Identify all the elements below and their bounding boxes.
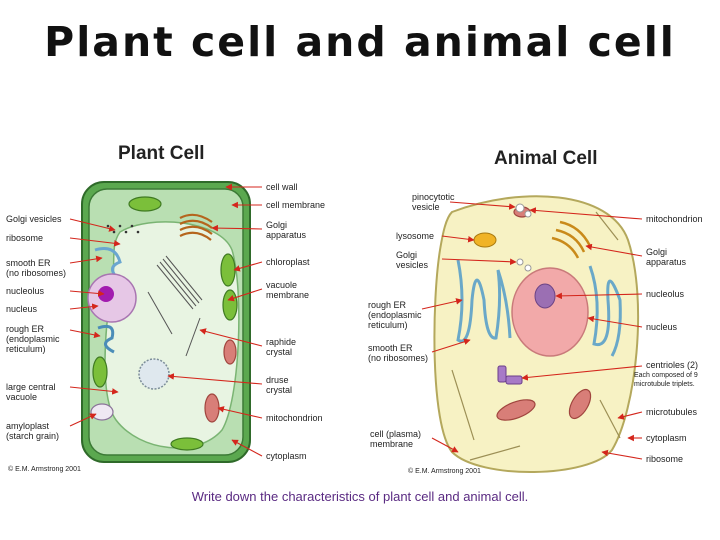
animal-copyright: © E.M. Armstrong 2001 <box>408 468 481 475</box>
label-vacuole-membrane: vacuole membrane <box>266 280 310 300</box>
label-golgi-apparatus-animal: Golgi apparatus <box>646 247 687 267</box>
label-nucleolus: nucleolus <box>6 286 45 296</box>
label-cell-plasma-membrane: cell (plasma) membrane <box>370 429 422 449</box>
label-cell-membrane: cell membrane <box>266 200 326 210</box>
label-golgi-vesicles-animal: Golgi vesicles <box>396 250 429 270</box>
page-title: Plant cell and animal cell <box>44 18 676 66</box>
label-ribosome: ribosome <box>6 233 44 243</box>
label-lysosome: lysosome <box>396 231 435 241</box>
plant-cell <box>82 182 250 462</box>
plant-cell-heading: Plant Cell <box>118 143 205 164</box>
label-cell-wall: cell wall <box>266 182 298 192</box>
animal-cell-heading: Animal Cell <box>494 148 598 169</box>
label-ribosome-animal: ribosome <box>646 454 684 464</box>
animal-nucleus <box>512 268 588 356</box>
plant-copyright: © E.M. Armstrong 2001 <box>8 466 81 473</box>
lysosome <box>474 233 496 247</box>
label-nucleus: nucleus <box>6 304 38 314</box>
label-large-central-vacuole: large central vacuole <box>6 382 56 402</box>
label-pinocytotic-vesicle: pinocytotic vesicle <box>412 192 455 212</box>
label-golgi-vesicles: Golgi vesicles <box>6 214 62 224</box>
label-druse-crystal: druse crystal <box>266 375 293 395</box>
label-golgi-apparatus: Golgi apparatus <box>266 220 307 240</box>
label-raphide-crystal: raphide crystal <box>266 337 297 357</box>
label-mitochondrion-animal: mitochondrion <box>646 214 703 224</box>
label-rough-er: rough ER (endoplasmic reticulum) <box>6 324 60 354</box>
label-centrioles: centrioles (2) <box>646 360 699 370</box>
label-smooth-er-animal: smooth ER (no ribosomes) <box>368 343 429 363</box>
animal-cell <box>434 196 638 472</box>
label-chloroplast: chloroplast <box>266 257 310 267</box>
label-cytoplasm-animal: cytoplasm <box>646 433 687 443</box>
label-nucleolus-animal: nucleolus <box>646 289 685 299</box>
label-cytoplasm: cytoplasm <box>266 451 307 461</box>
animal-nucleolus <box>535 284 555 308</box>
label-centrioles-note: Each composed of 9 microtubule triplets. <box>634 372 698 388</box>
label-mitochondrion: mitochondrion <box>266 413 323 423</box>
instruction-caption: Write down the characteristics of plant cell and animal cell. <box>191 489 529 504</box>
label-microtubules: microtubules <box>646 407 698 417</box>
label-rough-er-animal: rough ER (endoplasmic reticulum) <box>368 300 422 330</box>
druse-crystal <box>139 359 169 389</box>
label-smooth-er: smooth ER (no ribosomes) <box>6 258 67 278</box>
label-nucleus-animal: nucleus <box>646 322 678 332</box>
label-amyloplast: amyloplast (starch grain) <box>6 421 60 441</box>
amyloplast <box>91 404 113 420</box>
